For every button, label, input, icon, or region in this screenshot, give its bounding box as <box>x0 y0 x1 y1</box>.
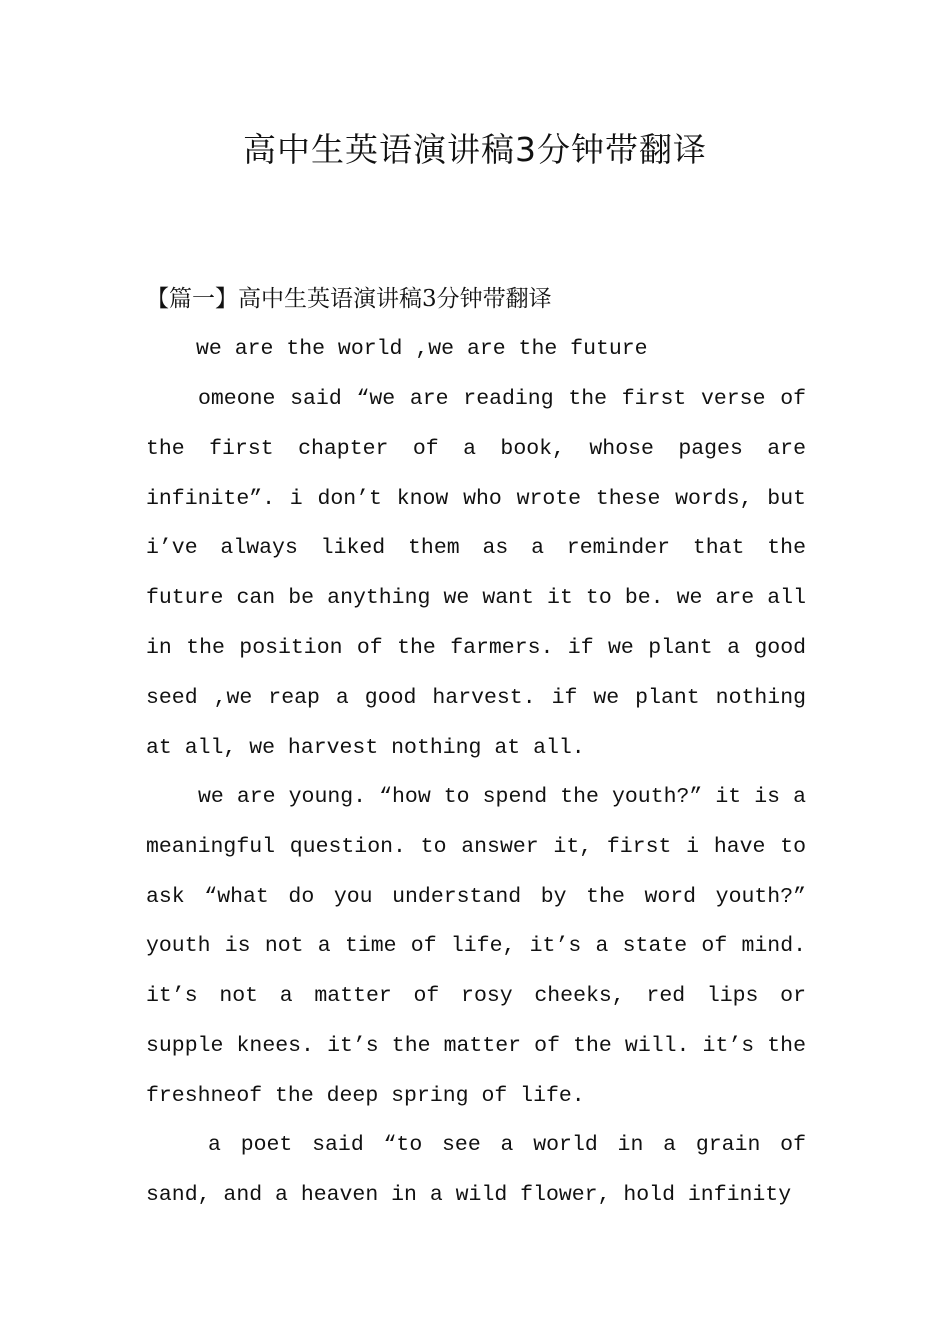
paragraph-1: omeone said “we are reading the first verse of the first chapter of a book, whose pages are infinite”. i don’t know who wrote these words, but i’ve always liked them as a reminder that the future can be anything we want it to be. we are all in the position of the farmers. if we plant a good seed ,we reap a good harvest. if we plant nothing at all, we harvest nothing at all. <box>146 387 806 760</box>
section-heading: 【篇一】高中生英语演讲稿3分钟带翻译 <box>146 286 552 312</box>
speech-subtitle: we are the world ,we are the future <box>196 337 648 361</box>
paragraph-2: we are young. “how to spend the youth?” it is a meaningful question. to answer it, first i have to ask “what do you understand by the word youth?” youth is not a time of life, it’s a state of mind. it’s not a matter of rosy cheeks, red lips or supple knees. it’s the matter of the will. it’s the freshneof the deep spring of life. <box>146 785 806 1108</box>
paragraph-3: a poet said “to see a world in a grain of sand, and a heaven in a wild flower, hold infinity <box>146 1133 806 1207</box>
page-title: 高中生英语演讲稿3分钟带翻译 <box>243 130 707 169</box>
